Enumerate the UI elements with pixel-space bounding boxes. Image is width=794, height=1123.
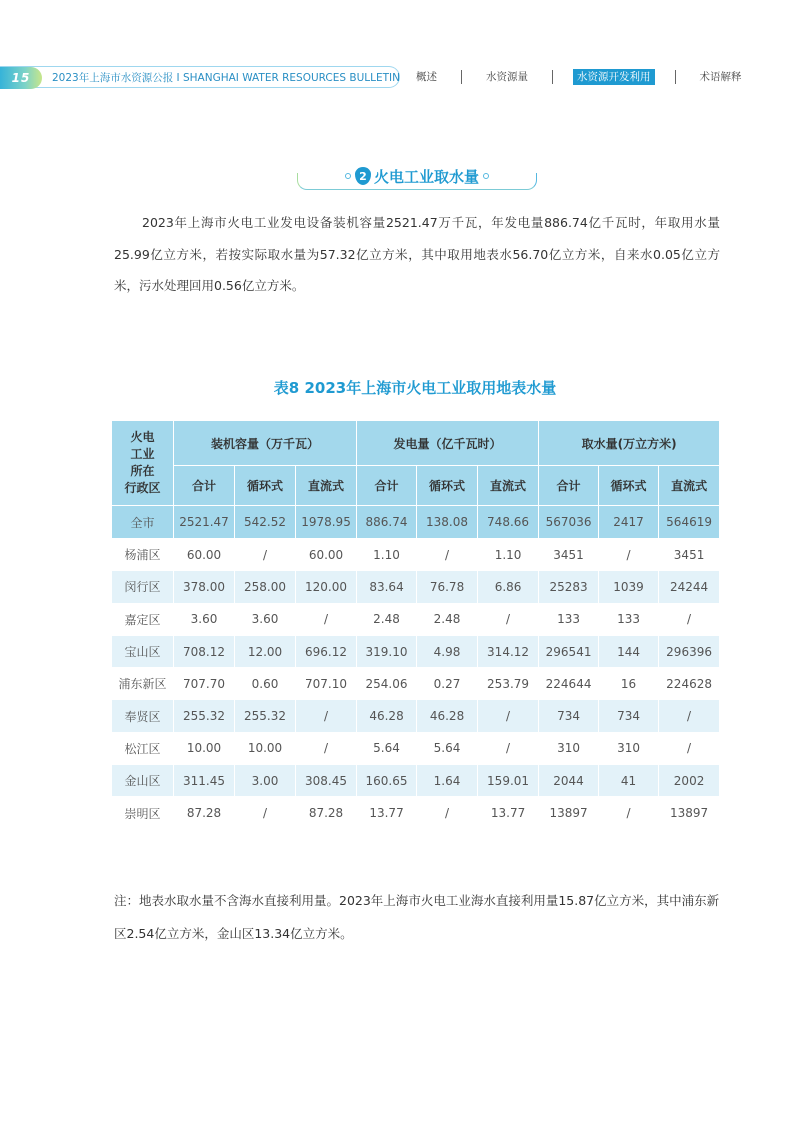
table-row [112,571,720,603]
value-cell: 224644 [539,668,599,700]
value-cell: / [478,732,539,764]
value-cell: 378.00 [174,571,235,603]
sub-header: 循环式 [417,466,478,506]
value-cell: 60.00 [296,539,357,571]
group-header-generation: 发电量（亿千瓦时） [357,421,539,466]
value-cell: 2002 [659,765,720,797]
value-cell: 60.00 [174,539,235,571]
group-header-water-intake: 取水量(万立方米) [539,421,720,466]
value-cell: / [235,539,296,571]
value-cell: 708.12 [174,635,235,667]
value-cell: 46.28 [417,700,478,732]
value-cell: / [296,732,357,764]
value-cell: 3.60 [235,603,296,635]
value-cell: 886.74 [357,506,417,539]
value-cell: 319.10 [357,635,417,667]
table-row [112,765,720,797]
water-drop-number-icon: 2 [355,167,371,185]
value-cell: 120.00 [296,571,357,603]
sub-header: 合计 [174,466,235,506]
value-cell: 314.12 [478,635,539,667]
value-cell: 308.45 [296,765,357,797]
table-caption: 表8 2023年上海市火电工业取用地表水量 [273,379,557,397]
value-cell: 310 [539,732,599,764]
chapter-nav [412,66,746,88]
value-cell: 133 [539,603,599,635]
value-cell: / [296,603,357,635]
value-cell: 255.32 [235,700,296,732]
sub-header: 直流式 [659,466,720,506]
value-cell: 13.77 [357,797,417,829]
table-row-total [112,506,720,539]
nav-divider [675,70,676,84]
value-cell: / [235,797,296,829]
table-row [112,539,720,571]
value-cell: 5.64 [357,732,417,764]
table-row [112,700,720,732]
sub-header: 合计 [357,466,417,506]
nav-item-overview[interactable]: 概述 [416,71,437,83]
value-cell: / [478,603,539,635]
value-cell: 144 [599,635,659,667]
region-cell: 崇明区 [112,797,174,829]
nav-item-water-quantity[interactable]: 水资源量 [486,71,528,83]
value-cell: 567036 [539,506,599,539]
value-cell: 255.32 [174,700,235,732]
region-cell: 浦东新区 [112,668,174,700]
value-cell: 311.45 [174,765,235,797]
value-cell: 1.10 [478,539,539,571]
sub-header: 循环式 [235,466,296,506]
value-cell: 0.27 [417,668,478,700]
value-cell: 734 [599,700,659,732]
value-cell: 133 [599,603,659,635]
value-cell: 13.77 [478,797,539,829]
value-cell: 13897 [539,797,599,829]
value-cell: 2.48 [417,603,478,635]
value-cell: / [478,700,539,732]
value-cell: / [659,732,720,764]
sub-header: 循环式 [599,466,659,506]
section-heading [297,165,537,191]
value-cell: 696.12 [296,635,357,667]
region-cell: 杨浦区 [112,539,174,571]
region-cell: 闵行区 [112,571,174,603]
value-cell: 25283 [539,571,599,603]
value-cell: 138.08 [417,506,478,539]
group-header-capacity: 装机容量（万千瓦） [174,421,357,466]
nav-divider [552,70,553,84]
value-cell: 4.98 [417,635,478,667]
value-cell: 6.86 [478,571,539,603]
section-title: 火电工业取水量 [373,167,479,186]
value-cell: 542.52 [235,506,296,539]
region-cell: 奉贤区 [112,700,174,732]
value-cell: 83.64 [357,571,417,603]
value-cell: 253.79 [478,668,539,700]
nav-item-glossary[interactable]: 术语解释 [699,71,742,83]
thermal-power-water-table [111,420,720,830]
sub-header: 合计 [539,466,599,506]
value-cell: 1039 [599,571,659,603]
value-cell: 160.65 [357,765,417,797]
value-cell: 224628 [659,668,720,700]
value-cell: 3.60 [174,603,235,635]
value-cell: 748.66 [478,506,539,539]
value-cell: 87.28 [296,797,357,829]
value-cell: 258.00 [235,571,296,603]
value-cell: 3451 [659,539,720,571]
value-cell: 159.01 [478,765,539,797]
value-cell: 1.64 [417,765,478,797]
value-cell: 16 [599,668,659,700]
region-cell: 金山区 [112,765,174,797]
region-column-header: 火电 工业 所在 行政区 [112,421,174,506]
value-cell: 24244 [659,571,720,603]
value-cell: 12.00 [235,635,296,667]
value-cell: 310 [599,732,659,764]
value-cell: 10.00 [174,732,235,764]
dot-icon [345,173,351,179]
value-cell: 10.00 [235,732,296,764]
value-cell: 76.78 [417,571,478,603]
bulletin-title: 2023年上海市水资源公报 I SHANGHAI WATER RESOURCES BULLETIN [52,72,400,84]
value-cell: / [599,539,659,571]
value-cell: 2.48 [357,603,417,635]
sub-header: 直流式 [296,466,357,506]
value-cell: 707.70 [174,668,235,700]
value-cell: 707.10 [296,668,357,700]
value-cell: 3.00 [235,765,296,797]
value-cell: 0.60 [235,668,296,700]
value-cell: / [417,797,478,829]
nav-item-water-use[interactable]: 水资源开发利用 [573,69,655,85]
value-cell: 1978.95 [296,506,357,539]
dot-icon [483,173,489,179]
table-row [112,635,720,667]
value-cell: 734 [539,700,599,732]
table-row [112,732,720,764]
value-cell: 5.64 [417,732,478,764]
page-header [0,66,794,88]
value-cell: / [417,539,478,571]
region-cell: 全市 [112,506,174,539]
region-cell: 宝山区 [112,635,174,667]
value-cell: / [659,603,720,635]
value-cell: / [659,700,720,732]
table-row [112,797,720,829]
value-cell: 2417 [599,506,659,539]
value-cell: / [599,797,659,829]
value-cell: 2521.47 [174,506,235,539]
header-pill [0,66,400,88]
region-cell: 嘉定区 [112,603,174,635]
value-cell: 296541 [539,635,599,667]
value-cell: 87.28 [174,797,235,829]
value-cell: 46.28 [357,700,417,732]
value-cell: 254.06 [357,668,417,700]
nav-divider [461,70,462,84]
body-paragraph: 2023年上海市火电工业发电设备装机容量2521.47万千瓦，年发电量886.74亿千瓦时，年取用水量25.99亿立方米，若按实际取水量为57.32亿立方米，其中取用地表水56.70亿立方米，自来水0.05亿立方米，污水处理回用0.56亿立方米。 [114,215,720,293]
page-number: 15 [0,67,42,89]
value-cell: 3451 [539,539,599,571]
value-cell: 41 [599,765,659,797]
region-cell: 松江区 [112,732,174,764]
value-cell: 1.10 [357,539,417,571]
table-row [112,668,720,700]
value-cell: 13897 [659,797,720,829]
value-cell: 564619 [659,506,720,539]
value-cell: 296396 [659,635,720,667]
value-cell: / [296,700,357,732]
value-cell: 2044 [539,765,599,797]
table-row [112,603,720,635]
sub-header: 直流式 [478,466,539,506]
table-footnote: 注：地表水取水量不含海水直接利用量。2023年上海市火电工业海水直接利用量15.87亿立方米，其中浦东新区2.54亿立方米，金山区13.34亿立方米。 [114,893,720,941]
